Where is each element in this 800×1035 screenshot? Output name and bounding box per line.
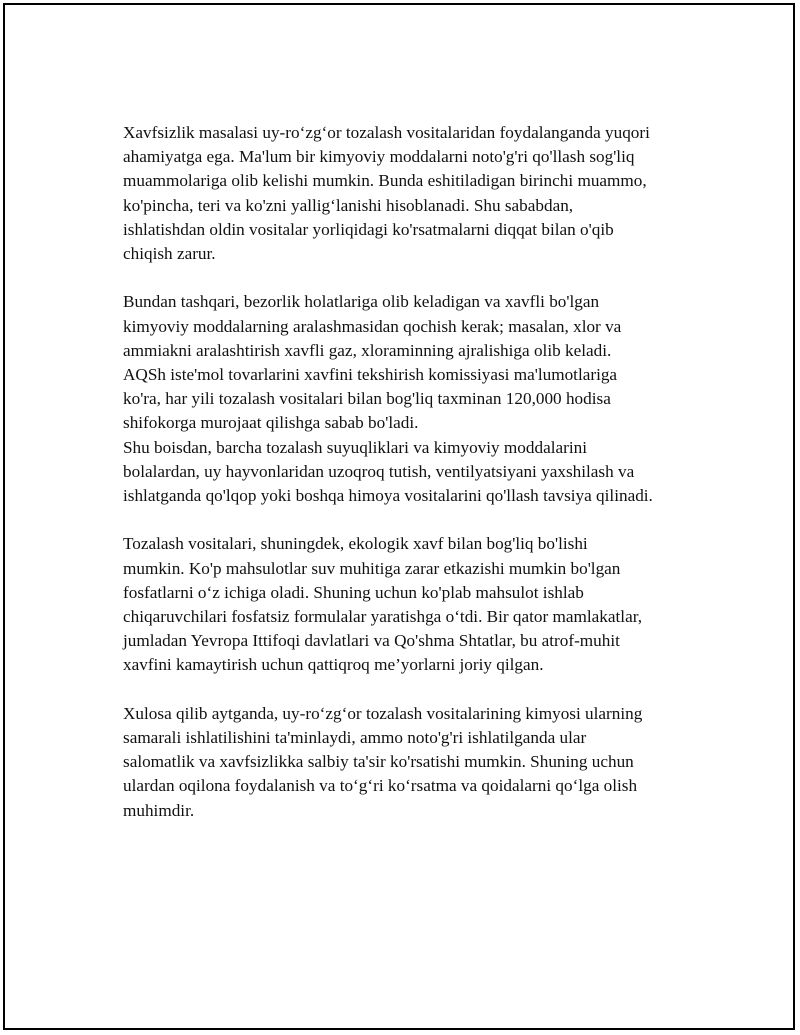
paragraph-conclusion: [123, 702, 723, 823]
text-line: chiqaruvchilari fosfatsiz formulalar yaratishga o‘tdi. Bir qator mamlakatlar,: [123, 607, 643, 627]
text-line: jumladan Yevropa Ittifoqi davlatlari va Qo'shma Shtatlar, bu atrof-muhit: [123, 631, 620, 651]
text-line: Xulosa qilib aytganda, uy-ro‘zg‘or tozalash vositalarining kimyosi ularning: [123, 703, 643, 723]
paragraph-ecology: [123, 532, 723, 677]
paragraph-safety: [123, 121, 723, 266]
text-line: samarali ishlatilishini ta'minlaydi, ammo noto'g'ri ishlatilganda ular: [123, 728, 587, 748]
text-line: ko'ra, har yili tozalash vositalari bilan bog'liq taxminan 120,000 hodisa: [123, 389, 611, 409]
text-line: ishlatganda qo'lqop yoki boshqa himoya vositalarini qo'llash tavsiya qilinadi.: [123, 486, 653, 506]
text-line: ahamiyatga ega. Ma'lum bir kimyoviy moddalarni noto'g'ri qo'llash sog'liq: [123, 147, 635, 167]
text-line: mumkin. Ko'p mahsulotlar suv muhitiga zarar etkazishi mumkin bo'lgan: [123, 558, 621, 578]
text-line: salomatlik va xavfsizlikka salbiy ta'sir ko'rsatishi mumkin. Shuning uchun: [123, 752, 634, 772]
text-line: kimyoviy moddalarning aralashmasidan qochish kerak; masalan, xlor va: [123, 316, 622, 336]
text-line: fosfatlarni o‘z ichiga oladi. Shuning uchun ko'plab mahsulot ishlab: [123, 582, 584, 602]
text-line: Shu boisdan, barcha tozalash suyuqliklari va kimyoviy moddalarini: [123, 437, 587, 457]
text-line: muammolariga olib kelishi mumkin. Bunda eshitiladigan birinchi muammo,: [123, 171, 647, 191]
text-line: shifokorga murojaat qilishga sabab bo'ladi.: [123, 413, 419, 433]
document-body: [123, 121, 723, 847]
text-line: Xavfsizlik masalasi uy-ro‘zg‘or tozalash vositalaridan foydalanganda yuqori: [123, 123, 650, 142]
text-line: ishlatishdan oldin vositalar yorliqidagi ko'rsatmalarni diqqat bilan o'qib: [123, 219, 614, 239]
text-line: ulardan oqilona foydalanish va to‘g‘ri ko‘rsatma va qoidalarni qo‘lga olish: [123, 776, 638, 796]
text-line: ko'pincha, teri va ko'zni yallig‘lanishi hisoblanadi. Shu sababdan,: [123, 195, 574, 215]
text-line: AQSh iste'mol tovarlarini xavfini tekshirish komissiyasi ma'lumotlariga: [123, 365, 618, 385]
text-line: bolalardan, uy hayvonlaridan uzoqroq tutish, ventilyatsiyani yaxshilash va: [123, 461, 635, 481]
text-line: ammiakni aralashtirish xavfli gaz, xloraminning ajralishiga olib keladi.: [123, 340, 612, 360]
text-line: xavfini kamaytirish uchun qattiqroq me’yorlarni joriy qilgan.: [123, 655, 544, 675]
text-line: Bundan tashqari, bezorlik holatlariga olib keladigan va xavfli bo'lgan: [123, 292, 600, 312]
paragraph-mixing: [123, 290, 723, 508]
page-frame: [3, 3, 795, 1030]
text-line: Tozalash vositalari, shuningdek, ekologik xavf bilan bog'liq bo'lishi: [123, 534, 588, 554]
text-line: muhimdir.: [123, 800, 195, 820]
text-line: chiqish zarur.: [123, 244, 216, 264]
